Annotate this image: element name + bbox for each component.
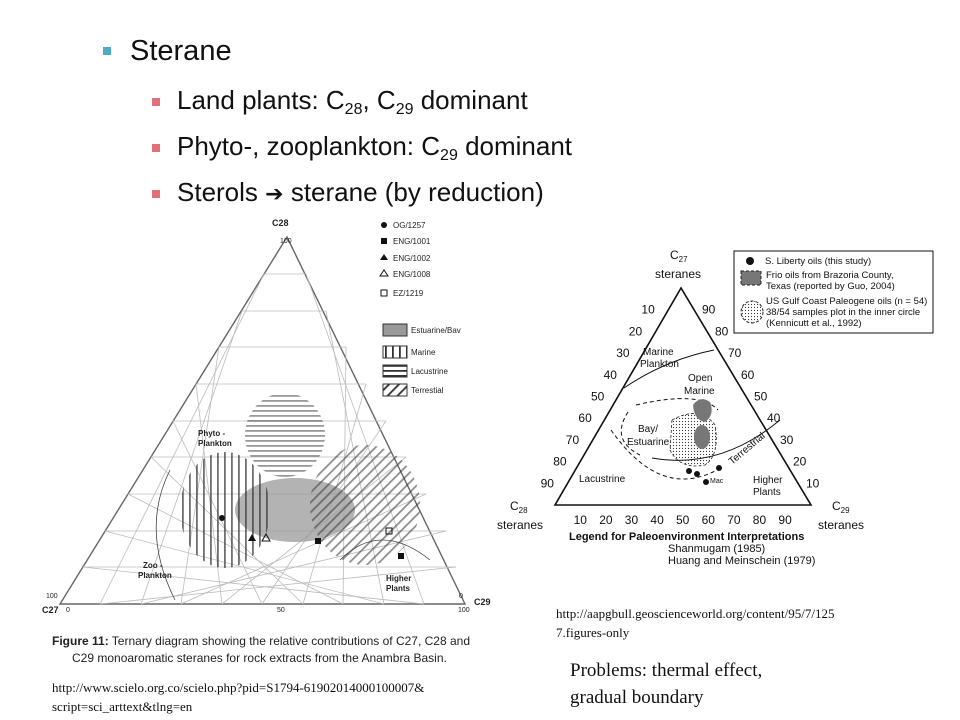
right-tick-label: 70 — [728, 346, 742, 361]
left-tick-label: 60 — [578, 411, 592, 426]
region-label: Plankton — [198, 439, 232, 448]
region-label: Plankton — [138, 571, 172, 580]
tick-label: 0 — [459, 593, 463, 600]
zone-label: Plankton — [640, 359, 679, 370]
legend-label: OG/1257 — [393, 221, 426, 230]
zone-label: Open — [688, 373, 713, 384]
bullet-sterols: Sterols ➔ sterane (by reduction) — [177, 177, 544, 207]
apex-label-left-sub: steranes — [497, 518, 544, 532]
note-line: gradual boundary — [570, 687, 704, 708]
bottom-tick-label: 40 — [650, 513, 664, 527]
right-tick-label: 10 — [806, 476, 820, 491]
zone-label: Estuarine — [627, 437, 670, 448]
left-tick-label: 20 — [628, 324, 643, 339]
bottom-tick-label: 30 — [624, 513, 639, 527]
figure-caption-line2: C29 monoaromatic steranes for rock extracts from the Anambra Basin. — [72, 651, 447, 665]
reference: Shanmugam (1985) — [668, 543, 766, 555]
arrow-right-icon: ➔ — [265, 182, 284, 207]
liberty-oil-region — [694, 425, 710, 449]
right-tick-label: 90 — [702, 302, 716, 317]
apex-label-top: C28 — [272, 218, 289, 228]
legend-frio-icon — [741, 271, 761, 285]
bottom-tick-label: 70 — [727, 513, 741, 527]
bottom-tick-label: 50 — [676, 513, 690, 527]
legend-label: Terrestial — [411, 386, 444, 395]
bottom-tick-label: 20 — [599, 513, 613, 527]
right-tick-label: 60 — [741, 367, 755, 382]
legend-gulf-icon — [741, 301, 763, 323]
reference: Huang and Meinschein (1979) — [668, 555, 816, 567]
tick-label: 100 — [280, 238, 292, 245]
left-tick-label: 30 — [616, 346, 630, 361]
tick-label: 100 — [46, 593, 58, 600]
apex-label-left: $C_{28}$ — [510, 499, 528, 515]
region-label: Zoo - — [143, 561, 163, 570]
zone-label: Lacustrine — [579, 474, 626, 485]
legend-label: Lacustrine — [411, 367, 448, 376]
left-tick-label: 70 — [565, 432, 580, 447]
tick-label: 0 — [66, 607, 70, 614]
note-line: Problems: thermal effect, — [570, 660, 763, 681]
legend-text: US Gulf Coast Paleogene oils (n = 54) — [766, 296, 928, 307]
legend-text: (Kennicutt et al., 1992) — [766, 318, 862, 329]
liberty-oil-point — [716, 465, 722, 471]
apex-label-right: C29 — [474, 597, 491, 607]
region-label: Plants — [386, 584, 411, 593]
left-tick-label: 10 — [641, 302, 655, 317]
bottom-tick-label: 80 — [752, 513, 767, 527]
bullet-plankton: Phyto-, zooplankton: $C_{29}$ dominant — [177, 131, 573, 164]
legend-dot-icon — [746, 257, 754, 265]
apex-label-top: $C_{27}$ — [670, 248, 688, 264]
legend-text: S. Liberty oils (this study) — [765, 256, 872, 267]
liberty-oil-point — [694, 471, 700, 477]
zone-label: Terrestrial — [726, 430, 768, 468]
right-tick-label: 50 — [754, 389, 768, 404]
liberty-oil-point — [703, 479, 709, 485]
legend-text: Texas (reported by Guo, 2004) — [766, 281, 895, 292]
right-tick-label: 20 — [793, 454, 807, 469]
link-line: http://aapgbull.geoscienceworld.org/content/95/7/125 — [556, 606, 835, 621]
legend-label: EZ/1219 — [393, 289, 424, 298]
legend-label: ENG/1001 — [393, 237, 431, 246]
legend-title: Legend for Paleoenvironment Interpretations — [569, 531, 805, 543]
legend-text: Frio oils from Brazoria County, — [766, 270, 894, 281]
apex-label-right: $C_{29}$ — [832, 499, 850, 515]
legend-label: Marine — [411, 348, 436, 357]
right-tick-label: 30 — [780, 432, 794, 447]
region-label: Higher — [386, 574, 412, 583]
link-line: script=sci_arttext&tlng=en — [52, 699, 193, 714]
zone-label: Mac — [710, 478, 724, 485]
bottom-tick-label: 90 — [778, 513, 792, 527]
link-line: 7.figures-only — [556, 625, 630, 640]
figure-caption: Figure 11: Ternary diagram showing the relative contributions of C27, C28 and — [52, 634, 470, 648]
legend-text: 38/54 samples plot in the inner circle — [766, 307, 921, 318]
zone-label: Marine — [643, 347, 674, 358]
tick-label: 50 — [277, 607, 285, 614]
left-tick-label: 80 — [553, 454, 567, 469]
legend-label: Estuarine/Bav — [411, 326, 461, 335]
region-label: Phyto - — [198, 429, 226, 438]
problems-note — [570, 657, 762, 711]
source-link-right[interactable] — [556, 604, 834, 642]
zone-label: Higher — [753, 475, 783, 486]
left-tick-label: 90 — [540, 476, 554, 491]
source-link-left[interactable] — [52, 678, 424, 716]
left-tick-label: 40 — [603, 367, 617, 382]
tick-label: 100 — [458, 607, 470, 614]
apex-label-left: C27 — [42, 605, 59, 615]
left-tick-label: 50 — [591, 389, 605, 404]
apex-label-top-sub: steranes — [655, 267, 702, 281]
right-tick-label: 80 — [715, 324, 729, 339]
bottom-tick-label: 60 — [701, 513, 715, 527]
liberty-oil-point — [686, 468, 692, 474]
zone-label: Plants — [753, 487, 781, 498]
slide-heading: Sterane — [130, 35, 232, 67]
link-line: http://www.scielo.org.co/scielo.php?pid=S1794-61902014000100007& — [52, 680, 425, 695]
bottom-tick-label: 10 — [573, 513, 587, 527]
right-tick-label: 40 — [767, 411, 781, 426]
zone-label: Marine — [684, 386, 715, 397]
legend-label: ENG/1002 — [393, 254, 431, 263]
bullet-land-plants: Land plants: $C_{28}$, $C_{29}$ dominant — [177, 85, 528, 118]
apex-label-right-sub: steranes — [818, 518, 865, 532]
zone-label: Bay/ — [638, 424, 659, 435]
legend-label: ENG/1008 — [393, 270, 431, 279]
